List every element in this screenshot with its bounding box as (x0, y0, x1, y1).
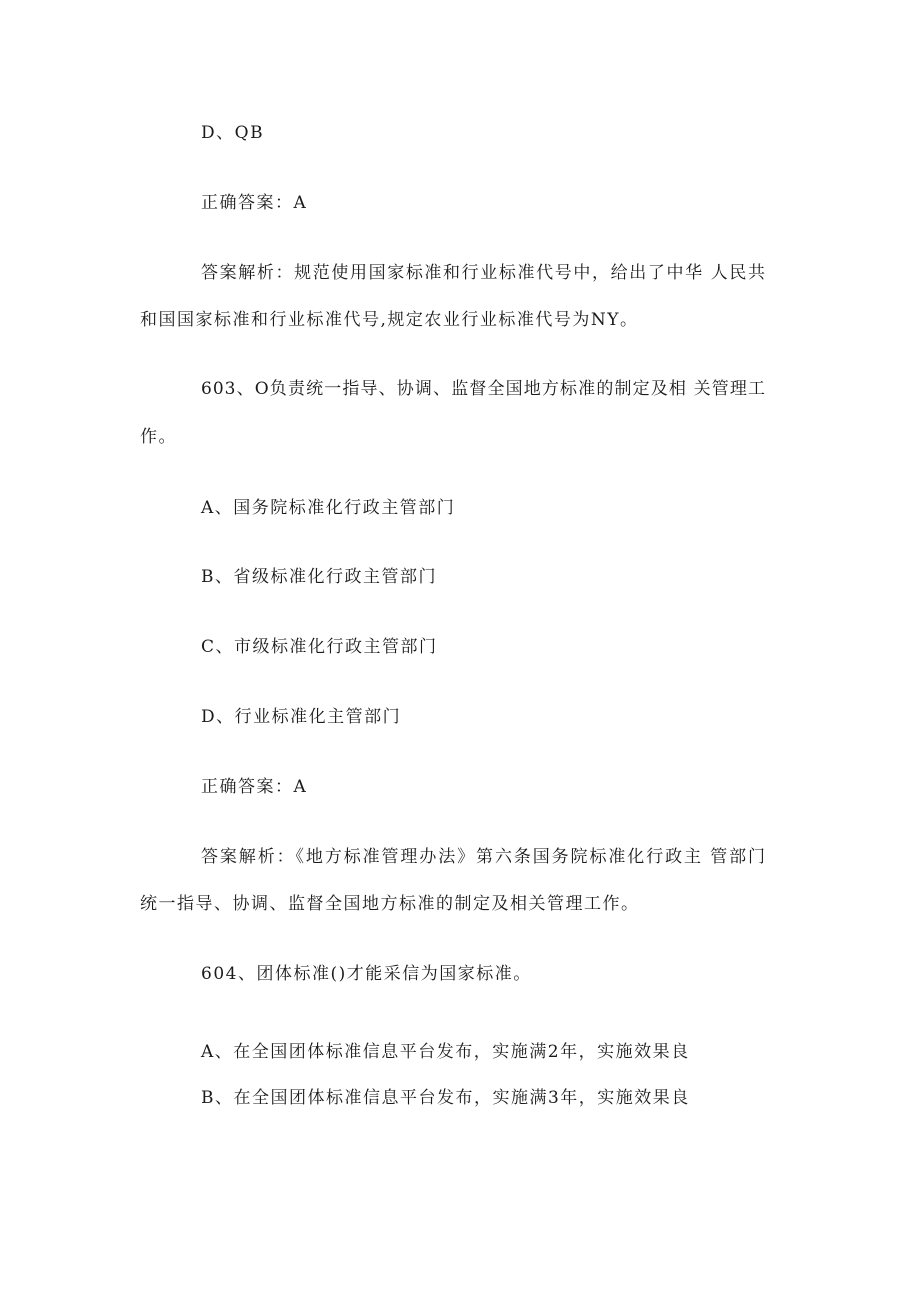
q603-option-b: B、省级标准化行政主管部门 (201, 567, 437, 587)
q603-stem-line2: 作。 (140, 427, 177, 447)
q603-option-c: C、市级标准化行政主管部门 (201, 637, 438, 657)
q603-option-d: D、行业标准化主管部门 (201, 707, 402, 727)
q602-explanation-line1: 答案解析：规范使用国家标准和行业标准代号中，给出了中华 人民共 (201, 263, 766, 283)
q604-option-a: A、在全国团体标准信息平台发布，实施满2年，实施效果良 (201, 1042, 690, 1062)
q603-stem-line1: 603、O负责统一指导、协调、监督全国地方标准的制定及相 关管理工 (201, 379, 766, 399)
q602-option-d: D、QB (201, 123, 265, 143)
q602-explanation-line2: 和国国家标准和行业标准代号,规定农业行业标准代号为NY。 (140, 310, 639, 330)
q602-correct-answer: 正确答案：A (201, 193, 308, 213)
q604-option-b: B、在全国团体标准信息平台发布，实施满3年，实施效果良 (201, 1088, 690, 1108)
q603-option-a: A、国务院标准化行政主管部门 (201, 498, 456, 518)
q604-stem: 604、团体标准()才能采信为国家标准。 (201, 964, 532, 984)
q603-explanation-line2: 统一指导、协调、监督全国地方标准的制定及相关管理工作。 (140, 894, 640, 914)
q603-explanation-line1: 答案解析：《地方标准管理办法》第六条国务院标准化行政主 管部门 (201, 847, 766, 867)
q603-correct-answer: 正确答案：A (201, 777, 308, 797)
